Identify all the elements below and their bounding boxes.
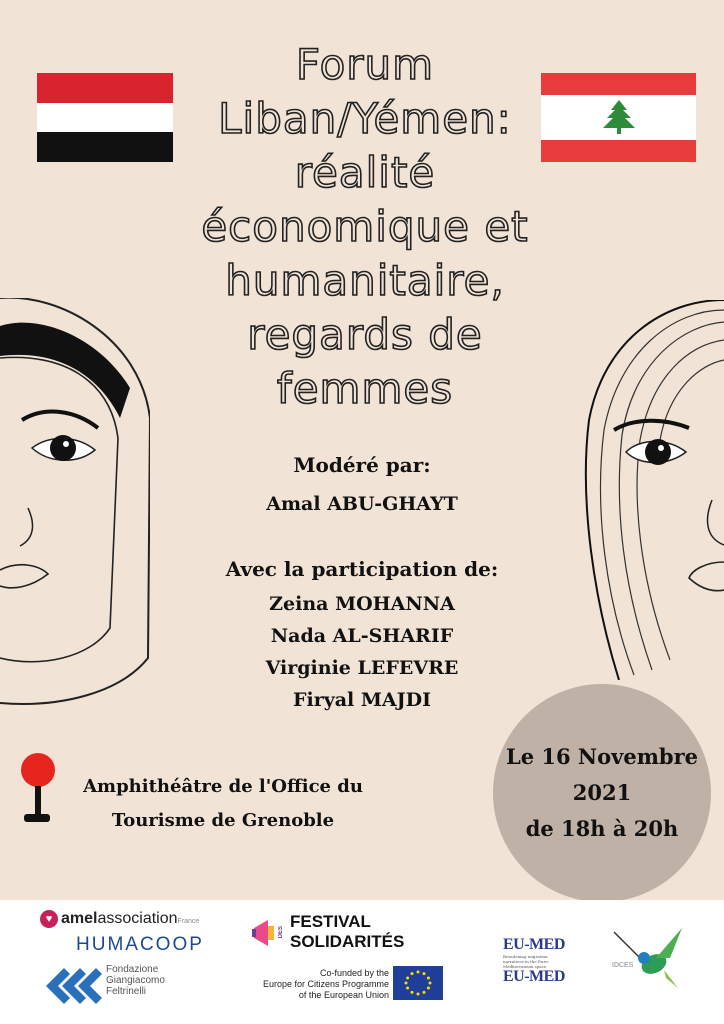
heart-icon: ♥	[40, 910, 58, 928]
eu-med-logo: EU-MED	[503, 968, 565, 985]
ideces-label: IDCES	[612, 962, 634, 969]
venue-line: Tourisme de Grenoble	[111, 810, 335, 831]
date-line: 2021	[572, 780, 632, 805]
venue-line: Amphithéâtre de l'Office du	[83, 776, 363, 797]
participant-name: Firyal MAJDI	[292, 689, 432, 711]
sponsor-footer: ♥ amelassociationFrance HUMACOOP Fondazione Giangiacomo Feltrinelli DES FESTIVAL SOLIDARITÉS Co-funded by the Europe for Citizens Programme of the European Union EU-MED Broadening migration narratives in the Euro-Mediterranean space EU-MED IDCES	[0, 900, 724, 1024]
venue	[78, 770, 368, 838]
eu-med-tagline: Broadening migration narratives in the Euro-Mediterranean space	[503, 954, 550, 969]
participant-name: Virginie LEFEVRE	[265, 657, 459, 679]
date-line: Le 16 Novembre	[505, 744, 699, 769]
title-line: regards de	[247, 310, 483, 359]
event-date	[493, 739, 711, 847]
date-line: de 18h à 20h	[525, 816, 679, 841]
humacoop-logo: HUMACOOP	[76, 934, 204, 955]
eu-flag-icon	[393, 966, 443, 1000]
megaphone-icon	[252, 916, 276, 950]
title-line: réalité	[294, 148, 436, 197]
poster-title	[170, 38, 560, 416]
participant-name: Nada AL-SHARIF	[270, 625, 454, 647]
moderator-heading: Modéré par:	[293, 453, 431, 477]
yemen-flag	[37, 73, 173, 162]
cedar-tree-icon	[597, 98, 641, 138]
participants-list	[150, 588, 574, 716]
woman-hijab-illustration	[0, 298, 150, 708]
eu-cofunded-text: Co-funded by the Europe for Citizens Programme of the European Union	[262, 968, 389, 1000]
lebanon-flag	[541, 73, 696, 162]
title-line: Forum	[295, 40, 435, 89]
title-line: économique et	[201, 202, 529, 251]
location-pin-icon	[18, 752, 58, 827]
participant-name: Zeina MOHANNA	[269, 593, 455, 615]
feltrinelli-name: Fondazione Giangiacomo Feltrinelli	[106, 964, 165, 997]
feltrinelli-logo-icon	[42, 962, 102, 1010]
title-line: humanitaire,	[225, 256, 505, 305]
amel-association-logo: ♥ amelassociationFrance	[40, 910, 199, 928]
eu-med-logo: EU-MED	[503, 936, 565, 953]
woman-long-hair-illustration	[574, 300, 724, 680]
participants-heading: Avec la participation de:	[225, 557, 499, 581]
title-line: femmes	[276, 364, 454, 413]
date-circle	[493, 684, 711, 902]
title-line: Liban/Yémen:	[218, 94, 512, 143]
moderator-name: Amal ABU-GHAYT	[266, 493, 458, 515]
